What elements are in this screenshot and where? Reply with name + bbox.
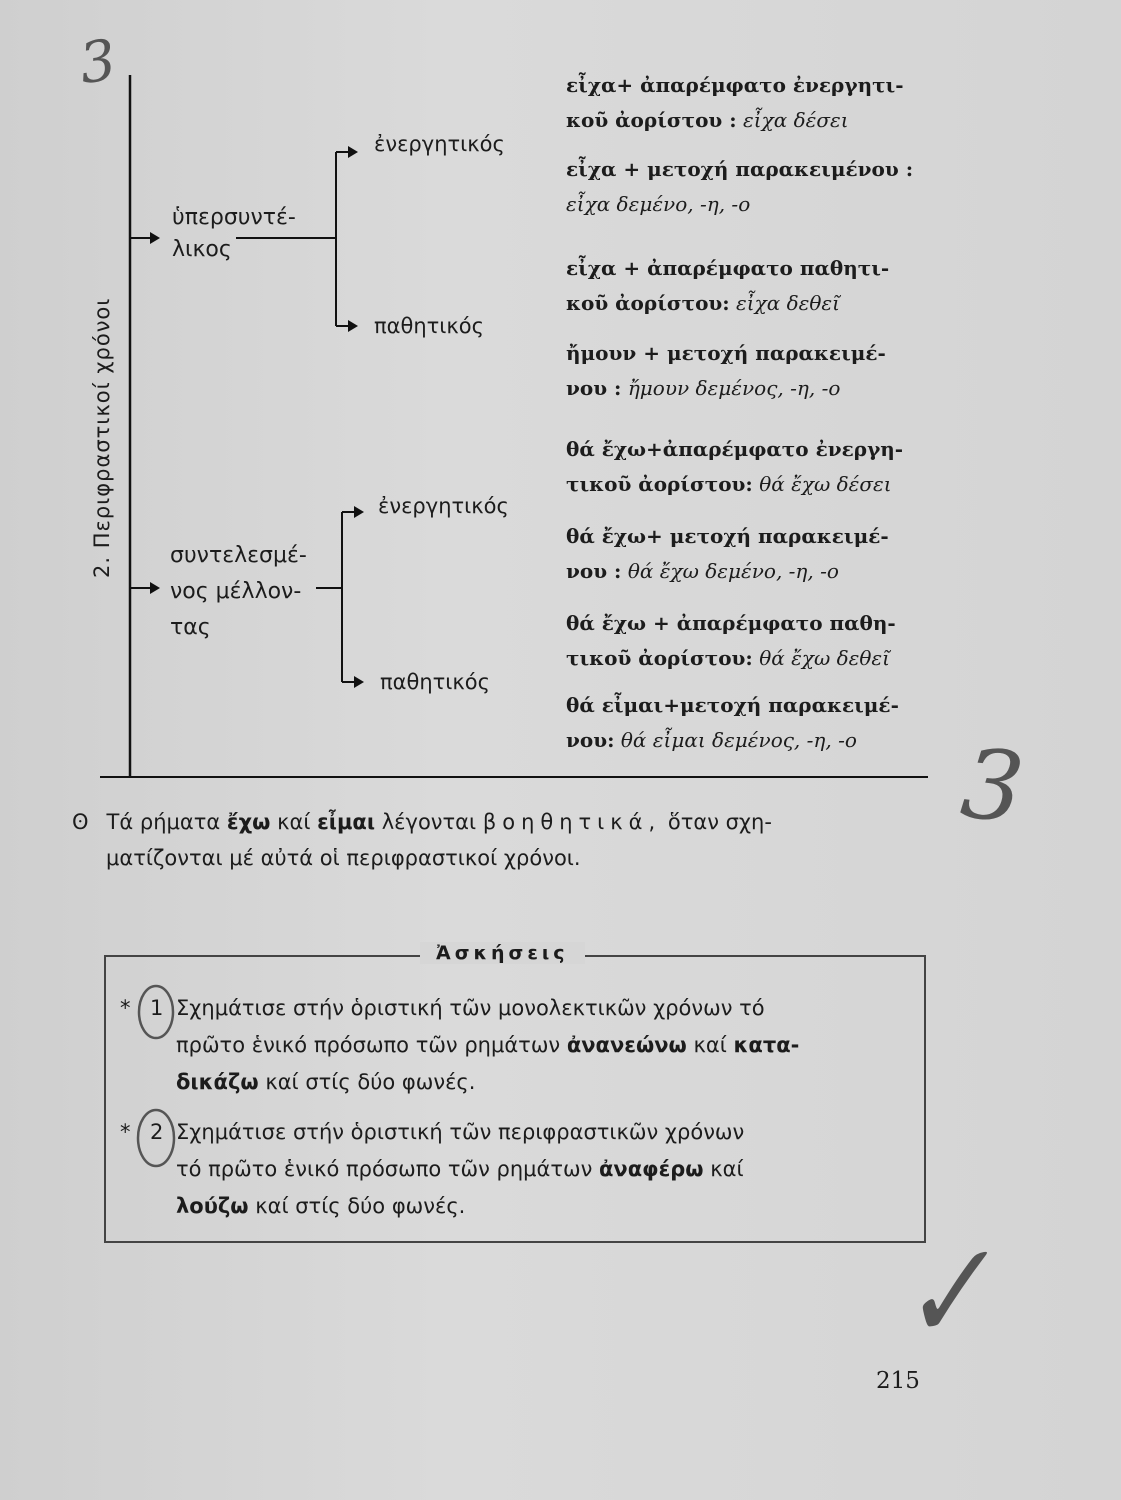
exercise-2-number: 2 [150,1120,164,1144]
exercise-1-number: 1 [150,996,164,1020]
rule-7-formula: θά ἔχω + ἀπαρέμφατο παθη- [566,611,896,635]
rule-6-formula-cont: νου : [566,559,622,583]
rule-7-formula-cont: τικοῦ ἀορίστου: [566,646,753,670]
exercise-2-star: * [120,1120,131,1144]
exercise-1-line-3: καί στίς δύο φωνές. [265,1070,476,1094]
rule-5-formula: θά ἔχω+ἀπαρέμφατο ἐνεργη- [566,437,904,461]
rule-4-formula-cont: νου : [566,376,622,400]
rule-1-example: εἶχα δέσει [743,108,849,132]
leaf-pluperfect-passive: παθητικός [374,314,484,338]
exercise-1-verb-2a: κατα- [733,1033,800,1057]
rule-3-example: εἶχα δεθεῖ [736,291,840,315]
note-text-2: καί [277,810,311,834]
branch-future-perfect-line1: συντελεσμέ- [170,543,307,568]
exercise-2-verb-1: ἀναφέρω [599,1157,704,1181]
note-bold-echo: ἔχω [226,810,271,834]
rule-2-example: εἶχα δεμένο, -η, -ο [566,192,751,216]
branch-pluperfect-line1: ὑπερσυντέ- [172,205,296,230]
rule-7-example: θά ἔχω δεθεῖ [759,646,890,670]
rule-3-formula-cont: κοῦ ἀορίστου: [566,291,730,315]
exercise-2-conj: καί [710,1157,744,1181]
rule-8-formula: θά εἶμαι+μετοχή παρακειμέ- [566,693,899,717]
branch-pluperfect-line2: λικος [172,237,232,262]
rule-1-formula-cont: κοῦ ἀορίστου : [566,108,737,132]
leaf-future-perfect-active: ἐνεργητικός [378,494,509,518]
rule-6-formula: θά ἔχω+ μετοχή παρακειμέ- [566,524,889,548]
note-text-3: λέγονται [381,810,477,834]
rule-6-example: θά ἔχω δεμένο, -η, -ο [627,559,839,583]
rule-5-formula-cont: τικοῦ ἀορίστου: [566,472,753,496]
rule-3-formula: εἶχα + ἀπαρέμφατο παθητι- [566,256,890,280]
tree-root-label: 2. Περιφραστικοί χρόνοι [90,297,114,578]
rule-4-example: ἤμουν δεμένος, -η, -ο [627,376,841,400]
branch-future-perfect-line3: τας [170,615,211,640]
note-text-1: Τά ρήματα [106,810,221,834]
exercise-2-verb-2: λούζω [176,1194,249,1218]
note-line-2: ματίζονται μέ αὐτά οἱ περιφραστικοί χρόνοι. [106,846,581,870]
rule-8-formula-cont: νου: [566,728,615,752]
leaf-future-perfect-passive: παθητικός [380,670,490,694]
note-spaced-term: βοηθητικά, [482,810,662,834]
exercise-1-verb-1: ἀνανεώνω [566,1033,687,1057]
rule-1-formula: εἶχα+ ἀπαρέμφατο ἐνεργητι- [566,73,904,97]
exercise-1-line-2a: πρῶτο ἑνικό πρόσωπο τῶν ρημάτων [176,1033,561,1057]
exercises-title: Ἀσκήσεις [420,942,585,964]
exercise-1-conj: καί [693,1033,727,1057]
rule-2-formula: εἶχα + μετοχή παρακειμένου : [566,157,914,181]
note-text-4: ὅταν σχη- [667,810,772,834]
exercise-1-verb-2b: δικάζω [176,1070,259,1094]
leaf-pluperfect-active: ἐνεργητικός [374,132,505,156]
note-marker-icon: ʘ [72,810,89,834]
rule-8-example: θά εἶμαι δεμένος, -η, -ο [620,728,857,752]
exercise-2-line-1: Σχημάτισε στήν ὁριστική τῶν περιφραστικῶν χρόνων [176,1120,745,1144]
exercise-1-star: * [120,996,131,1020]
page-number: 215 [876,1368,920,1394]
exercise-1-line-1: Σχημάτισε στήν ὁριστική τῶν μονολεκτικῶν χρόνων τό [176,996,765,1020]
branch-future-perfect-line2: νος μέλλον- [170,579,302,604]
rule-5-example: θά ἔχω δέσει [759,472,892,496]
pencil-checkmark: ✓ [883,1217,1007,1372]
rule-4-formula: ἤμουν + μετοχή παρακειμέ- [566,341,886,365]
note-bold-eimai: εἶμαι [317,810,376,834]
exercise-2-line-3: καί στίς δύο φωνές. [255,1194,466,1218]
pencil-number-top-left: 3 [75,27,120,98]
pencil-number-right-margin: 3 [956,727,1029,845]
exercise-2-line-2a: τό πρῶτο ἑνικό πρόσωπο τῶν ρημάτων [176,1157,593,1181]
